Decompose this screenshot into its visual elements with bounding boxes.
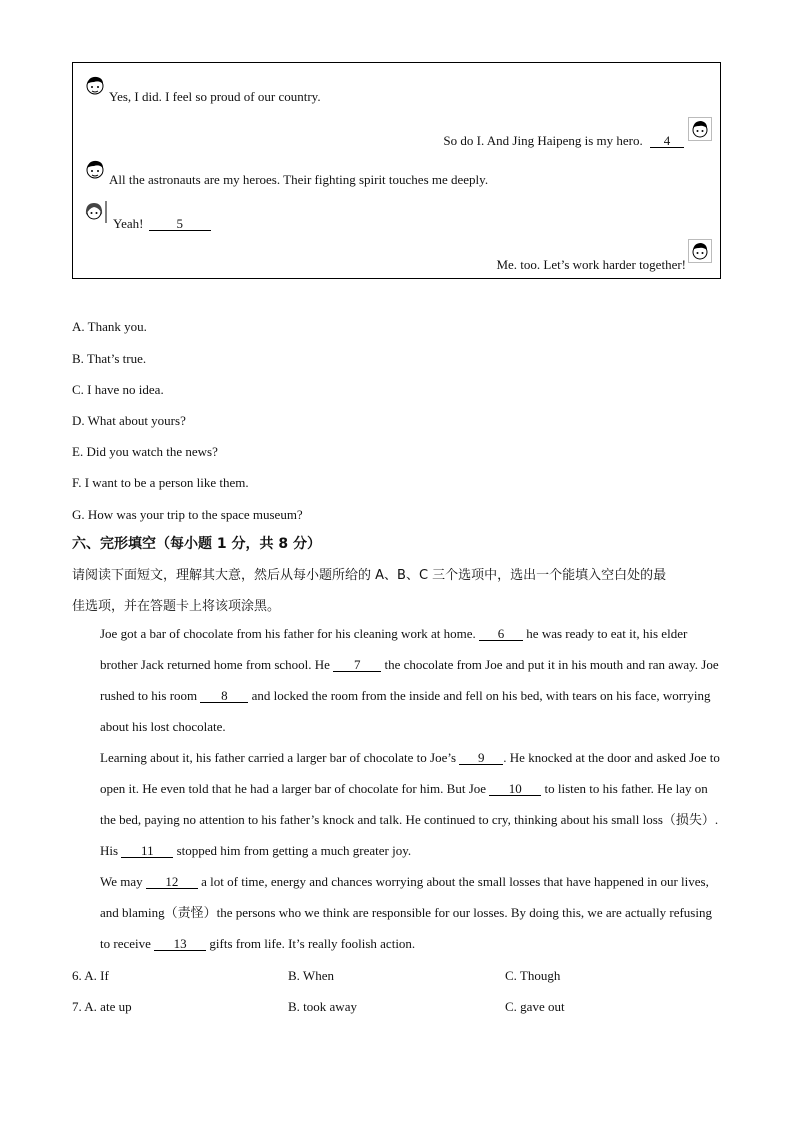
blank-10[interactable]: 10 xyxy=(489,782,541,796)
blank-6[interactable]: 6 xyxy=(479,627,523,641)
option-c: C. I have no idea. xyxy=(72,382,164,397)
section-heading: 六、完形填空（每小题 1 分，共 8 分） xyxy=(72,536,321,552)
instruction-line-1: 请阅读下面短文，理解其大意，然后从每小题所给的 A、B、C 三个选项中，选出一个能填入空白处的最 xyxy=(72,568,667,583)
blank-9[interactable]: 9 xyxy=(459,751,503,765)
blank-8[interactable]: 8 xyxy=(200,689,248,703)
question-7-choice-b[interactable]: B. took away xyxy=(288,999,357,1014)
question-6-choice-c[interactable]: C. Though xyxy=(505,968,561,983)
option-e: E. Did you watch the news? xyxy=(72,444,218,459)
blank-13[interactable]: 13 xyxy=(154,937,206,951)
paragraph-2: Learning about it, his father carried a larger bar of chocolate to Joe’s 9 . He knocked at the door and asked Joe to open it. He even told that he had a larger bar of chocolate for him. But Joe 10 to listen to his father. He lay on the bed, paying no attention to his father’s knock and talk. He continued to cry, thinking about his small loss（损失）. His 11 stopped him from getting a much greater joy. xyxy=(100,750,720,858)
dialogue-line-5: Me. too. Let’s work harder together! xyxy=(496,257,686,272)
dialogue-line-4 xyxy=(113,216,211,232)
dialogue-line-2-text: So do I. And Jing Haipeng is my hero. xyxy=(443,133,643,148)
question-6-choice-b[interactable]: B. When xyxy=(288,968,334,983)
option-d: D. What about yours? xyxy=(72,413,186,428)
blank-4[interactable]: 4 xyxy=(650,134,684,148)
boy-avatar-icon xyxy=(688,239,712,263)
question-7-choice-a[interactable]: 7. A. ate up xyxy=(72,999,132,1014)
girl-avatar-icon xyxy=(83,199,107,223)
blank-7[interactable]: 7 xyxy=(333,658,381,672)
dialogue-box xyxy=(72,62,721,279)
blank-5[interactable]: 5 xyxy=(149,217,211,231)
dialogue-line-1: Yes, I did. I feel so proud of our country. xyxy=(109,89,321,104)
boy-avatar-icon xyxy=(83,73,107,97)
question-7-choice-c[interactable]: C. gave out xyxy=(505,999,565,1014)
dialogue-line-4-text: Yeah! xyxy=(113,216,144,231)
paragraph-1: Joe got a bar of chocolate from his father for his cleaning work at home. 6 he was ready to eat it, his elder brother Jack returned home from school. He 7 the chocolate from Joe and put it in his mouth and ran away. Joe rushed to his room 8 and locked the room from the inside and fell on his bed, with tears on his face, worrying about his lost chocolate. xyxy=(100,626,719,734)
paragraph-3: We may 12 a lot of time, energy and chances worrying about the small losses that have happened in our lives, and blaming（责怪）the persons who we think are responsible for our losses. By doing this, we are actually refusing to receive 13 gifts from life. It’s really foolish action. xyxy=(100,874,712,951)
boy-avatar-icon xyxy=(83,157,107,181)
blank-12[interactable]: 12 xyxy=(146,875,198,889)
question-6-choice-a[interactable]: 6. A. If xyxy=(72,968,109,983)
option-b: B. That’s true. xyxy=(72,351,147,366)
instruction-line-2: 佳选项，并在答题卡上将该项涂黑。 xyxy=(72,599,281,614)
passage xyxy=(72,618,722,959)
blank-11[interactable]: 11 xyxy=(121,844,173,858)
boy-avatar-icon xyxy=(688,117,712,141)
dialogue-line-3: All the astronauts are my heroes. Their fighting spirit touches me deeply. xyxy=(109,172,489,187)
option-a: A. Thank you. xyxy=(72,319,147,334)
option-g: G. How was your trip to the space museum? xyxy=(72,507,303,522)
dialogue-line-2 xyxy=(443,133,684,149)
option-f: F. I want to be a person like them. xyxy=(72,475,249,490)
